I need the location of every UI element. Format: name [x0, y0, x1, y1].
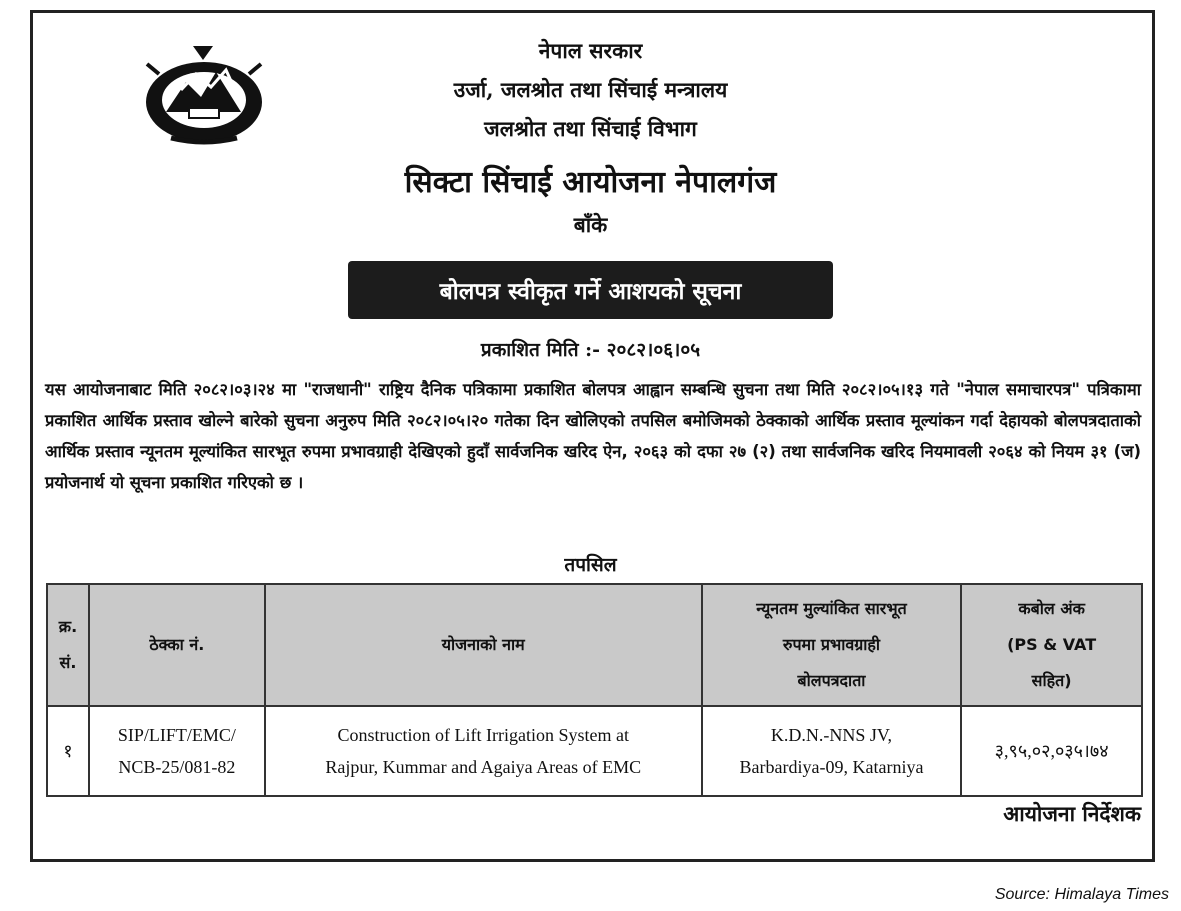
- signature-title: आयोजना निर्देशक: [1003, 802, 1141, 826]
- table-row: [47, 706, 1142, 796]
- cell-line: K.D.N.-NNS JV,: [770, 725, 893, 745]
- header-line: न्यूनतम मुल्यांकित सारभूत: [756, 599, 907, 618]
- header-line: सं.: [59, 653, 77, 672]
- header-line: क्र.: [58, 617, 78, 636]
- header-sn: [47, 584, 89, 706]
- header-contract: [89, 584, 265, 706]
- header-line: ठेक्का नं.: [149, 635, 205, 654]
- cell-line: NCB-25/081-82: [118, 757, 236, 777]
- header-line: सहित): [1031, 671, 1072, 690]
- notice-body: यस आयोजनाबाट मिति २०८२।०३।२४ मा "राजधानी" राष्ट्रिय दैनिक पत्रिकामा प्रकाशित बोलपत्र आह्वान सम्बन्धि सुचना तथा मिति २०८२।०५।१३ गते "नेपाल समाचारपत्र" पत्रिकामा प्रकाशित आर्थिक प्रस्ताव खोल्ने बारेको सुचना अनुरुप मिति २०८२।०५।२० गतेका दिन खोलिएको तपसिल बमोजिमको ठेक्काको आर्थिक प्रस्ताव मूल्यांकन गर्दा देहायको बोलपत्रदाताको आर्थिक प्रस्ताव न्यूनतम मूल्यांकित सारभूत रुपमा प्रभावग्राही देखिएको हुदाँ सार्वजनिक खरिद ऐन, २०६३ को दफा २७ (२) तथा सार्वजनिक खरिद नियमावली २०६४ को नियम ३१ (ज) प्रयोजनार्थ यो सूचना प्रकाशित गरिएको छ ।: [45, 380, 1141, 492]
- header-department: जलश्रोत तथा सिंचाई विभाग: [484, 116, 697, 141]
- cell-sn: १: [47, 706, 89, 796]
- header-district: बाँके: [573, 212, 608, 237]
- header-ministry: उर्जा, जलश्रोत तथा सिंचाई मन्त्रालय: [453, 77, 728, 102]
- cell-bidder: [702, 706, 961, 796]
- notice-title: बोलपत्र स्वीकृत गर्ने आशयको सूचना: [348, 261, 833, 319]
- header-government: नेपाल सरकार: [538, 38, 643, 63]
- header-line: (PS & VAT: [1007, 635, 1097, 654]
- header-bidder: [702, 584, 961, 706]
- contract-table: [46, 583, 1143, 797]
- table-title: तपसिल: [564, 554, 617, 576]
- cell-line: Construction of Lift Irrigation System at: [337, 725, 629, 745]
- cell-amount: ३,९५,०२,०३५।७४: [961, 706, 1142, 796]
- cell-line: SIP/LIFT/EMC/: [117, 725, 236, 745]
- header-line: योजनाको नाम: [441, 635, 525, 654]
- source-credit: Source: Himalaya Times: [994, 886, 1169, 903]
- cell-project-name: [265, 706, 702, 796]
- header-line: रुपमा प्रभावग्राही: [782, 635, 881, 654]
- header-office: सिक्टा सिंचाई आयोजना नेपालगंज: [404, 165, 777, 200]
- header-amount: [961, 584, 1142, 706]
- cell-contract: [89, 706, 265, 796]
- table-header-row: [47, 584, 1142, 706]
- header-project-name: [265, 584, 702, 706]
- header-line: कबोल अंक: [1018, 599, 1085, 618]
- cell-line: Barbardiya-09, Katarniya: [739, 757, 924, 777]
- header-line: बोलपत्रदाता: [797, 671, 866, 690]
- published-date: प्रकाशित मिति :- २०८२।०६।०५: [480, 339, 701, 361]
- cell-line: Rajpur, Kummar and Agaiya Areas of EMC: [325, 757, 642, 777]
